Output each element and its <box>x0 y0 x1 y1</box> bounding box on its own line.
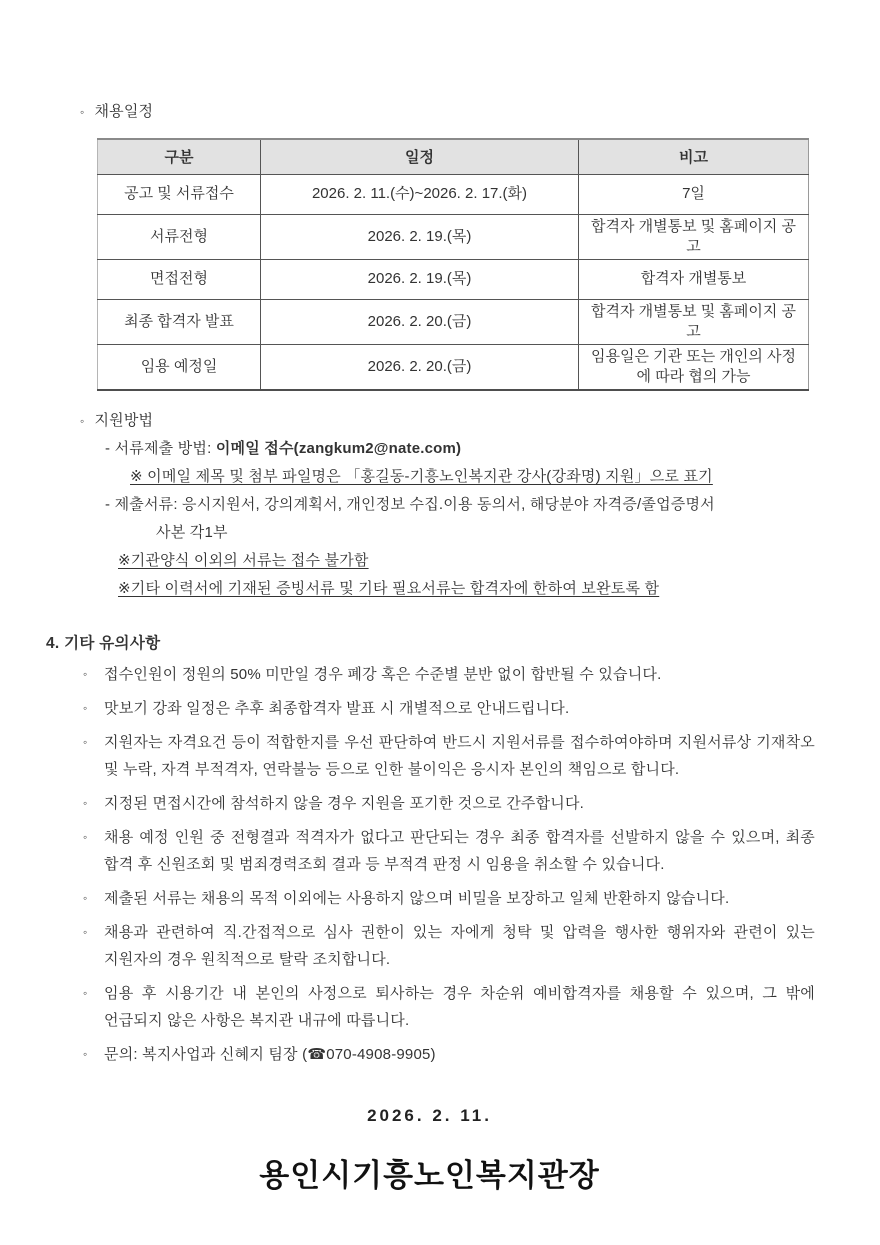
note-text: 채용 예정 인원 중 전형결과 적격자가 없다고 판단되는 경우 최종 합격자를 선발하지 않을 수 있으며, 최종 합격 후 신원조회 및 범죄경력조회 결과 등 부적격 판정 시 임용을 취소할 수 있습니다. <box>104 829 815 873</box>
circle-bullet-icon: ◦ <box>83 925 88 939</box>
cell-remarks: 합격자 개별통보 및 홈페이지 공고 <box>579 299 809 344</box>
cell-remarks: 합격자 개별통보 <box>579 259 809 299</box>
note-text: 지원자는 자격요건 등이 적합한지를 우선 판단하여 반드시 지원서류를 접수하여야하며 지원서류상 기재착오 및 누락, 자격 부적격자, 연락불능 등으로 인한 불이익은 응시자 본인의 책임으로 합니다. <box>104 734 815 778</box>
note-item <box>83 885 815 912</box>
cell-date: 2026. 2. 20.(금) <box>261 299 579 344</box>
schedule-title-text: 채용일정 <box>94 103 154 120</box>
col-header-date: 일정 <box>261 139 579 174</box>
circle-bullet-icon: ◦ <box>83 796 88 810</box>
required-docs-continuation: 사본 각1부 <box>156 524 228 541</box>
note-item <box>83 919 815 973</box>
note-item <box>83 824 815 878</box>
note-item <box>83 980 815 1034</box>
table-row <box>98 299 809 344</box>
apply-section-title <box>80 407 815 435</box>
cell-remarks: 합격자 개별통보 및 홈페이지 공고 <box>579 214 809 259</box>
cell-category: 공고 및 서류접수 <box>98 174 261 214</box>
note-item-contact <box>83 1041 815 1068</box>
note-text: 채용과 관련하여 직.간접적으로 심사 권한이 있는 자에게 청탁 및 압력을 행사한 행위자와 관련이 있는 지원자의 경우 원칙적으로 탈락 조치합니다. <box>104 924 815 968</box>
cell-remarks: 임용일은 기관 또는 개인의 사정에 따라 협의 가능 <box>590 347 797 385</box>
circle-bullet-icon: ◦ <box>83 1047 88 1061</box>
cell-category: 서류전형 <box>98 214 261 259</box>
note-item <box>83 661 815 688</box>
col-header-remarks: 비고 <box>579 139 809 174</box>
col-header-category: 구분 <box>98 139 261 174</box>
cell-date: 2026. 2. 19.(목) <box>261 214 579 259</box>
table-row <box>98 174 809 214</box>
circle-bullet-icon: ◦ <box>83 986 88 1000</box>
table-header-row <box>98 139 809 174</box>
schedule-table-wrap <box>97 138 815 391</box>
extra-docs-note: ※기타 이력서에 기재된 증빙서류 및 기타 필요서류는 합격자에 한하여 보완토록 함 <box>118 580 660 597</box>
cell-remarks: 7일 <box>579 174 809 214</box>
notes-section-heading: 4. 기타 유의사항 <box>46 635 161 652</box>
circle-bullet-icon: ◦ <box>83 701 88 715</box>
cell-category: 면접전형 <box>98 259 261 299</box>
note-text: 접수인원이 정원의 50% 미만일 경우 폐강 혹은 수준별 분반 없이 합반될 수 있습니다. <box>104 666 662 683</box>
circle-bullet-icon: ◦ <box>80 414 85 428</box>
table-row <box>98 344 809 390</box>
cell-date: 2026. 2. 20.(금) <box>261 344 579 390</box>
note-text: 지정된 면접시간에 참석하지 않을 경우 지원을 포기한 것으로 간주합니다. <box>104 795 585 812</box>
apply-title-text: 지원방법 <box>94 412 154 429</box>
circle-bullet-icon: ◦ <box>80 105 85 119</box>
issuer-signature: 용인시기흥노인복지관장 <box>259 1158 600 1193</box>
table-row <box>98 259 809 299</box>
schedule-table <box>97 138 809 391</box>
form-only-note: ※기관양식 이외의 서류는 접수 불가함 <box>118 552 369 569</box>
required-docs-line: - 제출서류: 응시지원서, 강의계획서, 개인정보 수집.이용 동의서, 해당분야 자격증/졸업증명서 <box>105 496 715 513</box>
note-item <box>83 729 815 783</box>
email-title-note: ※ 이메일 제목 및 첨부 파일명은 「홍길동-기흥노인복지관 강사(강좌명) 지원」으로 표기 <box>130 468 713 485</box>
email-address-text: 이메일 접수(zangkum2@nate.com) <box>215 440 462 457</box>
circle-bullet-icon: ◦ <box>83 667 88 681</box>
note-text: 제출된 서류는 채용의 목적 이외에는 사용하지 않으며 비밀을 보장하고 일체 반환하지 않습니다. <box>104 890 730 907</box>
cell-date: 2026. 2. 11.(수)~2026. 2. 17.(화) <box>261 174 579 214</box>
circle-bullet-icon: ◦ <box>83 830 88 844</box>
circle-bullet-icon: ◦ <box>83 735 88 749</box>
note-item <box>83 790 815 817</box>
note-text: 임용 후 시용기간 내 본인의 사정으로 퇴사하는 경우 차순위 예비합격자를 채용할 수 있으며, 그 밖에 언급되지 않은 사항은 복지관 내규에 따릅니다. <box>104 985 815 1029</box>
contact-text: 문의: 복지사업과 신혜지 팀장 (☎070-4908-9905) <box>104 1046 436 1063</box>
note-item <box>83 695 815 722</box>
schedule-section-title <box>80 98 815 126</box>
circle-bullet-icon: ◦ <box>83 891 88 905</box>
table-row <box>98 214 809 259</box>
cell-category: 최종 합격자 발표 <box>98 299 261 344</box>
submit-method-prefix: - 서류제출 방법: <box>105 440 216 457</box>
cell-category: 임용 예정일 <box>98 344 261 390</box>
issue-date: 2026. 2. 11. <box>367 1106 492 1125</box>
submit-method-line <box>105 435 815 463</box>
cell-date: 2026. 2. 19.(목) <box>261 259 579 299</box>
note-text: 맛보기 강좌 일정은 추후 최종합격자 발표 시 개별적으로 안내드립니다. <box>104 700 570 717</box>
